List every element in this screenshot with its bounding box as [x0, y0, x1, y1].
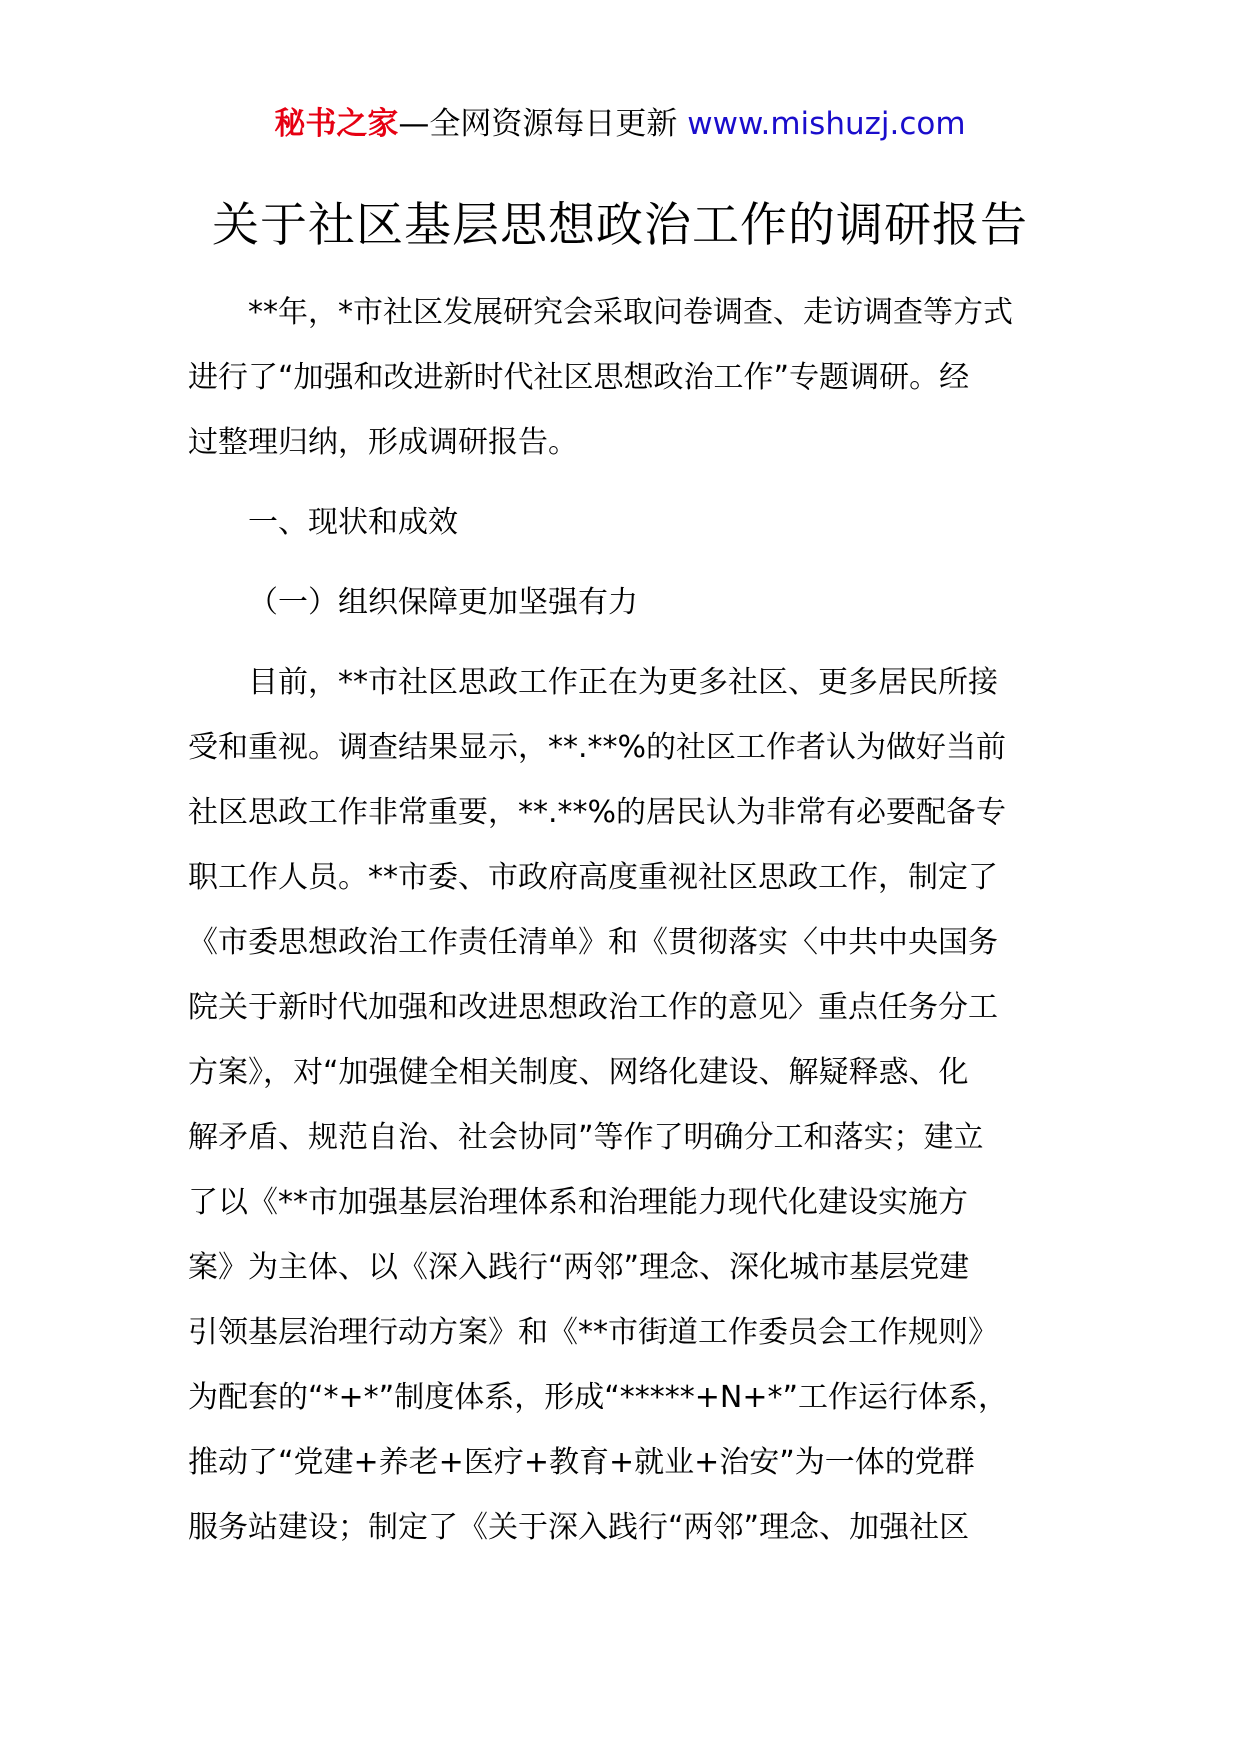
document-title: 关于社区基层思想政治工作的调研报告 [212, 198, 1028, 253]
body-line: 社区思政工作非常重要，**.**%的居民认为非常有必要配备专 [188, 795, 1007, 830]
body-line: 目前，**市社区思政工作正在为更多社区、更多居民所接 [248, 665, 998, 700]
brand-name: 秘书之家 [274, 106, 399, 142]
body-line: 解矛盾、规范自治、社会协同”等作了明确分工和落实；建立 [188, 1120, 984, 1155]
intro-line: 过整理归纳，形成调研报告。 [188, 425, 578, 460]
body-line: 引领基层治理行动方案》和《**市街道工作委员会工作规则》 [188, 1315, 998, 1350]
body-line: 服务站建设；制定了《关于深入践行“两邻”理念、加强社区 [188, 1510, 970, 1545]
document-body [188, 280, 1078, 1560]
body-line: 为配套的“*+*”制度体系，形成“*****+N+*”工作运行体系， [188, 1380, 1009, 1415]
section-heading: 一、现状和成效 [248, 505, 458, 540]
intro-line: 进行了“加强和改进新时代社区思想政治工作”专题调研。经 [188, 360, 970, 395]
header-slogan: —全网资源每日更新 [398, 106, 678, 142]
body-line: 案》为主体、以《深入践行“两邻”理念、深化城市基层党建 [188, 1250, 970, 1285]
header-banner [0, 104, 1240, 144]
subsection-heading: （一）组织保障更加坚强有力 [248, 585, 638, 620]
body-line: 受和重视。调查结果显示，**.**%的社区工作者认为做好当前 [188, 730, 1007, 765]
body-line: 职工作人员。**市委、市政府高度重视社区思政工作，制定了 [188, 860, 998, 895]
intro-line: **年，*市社区发展研究会采取问卷调查、走访调查等方式 [248, 295, 1013, 330]
body-line: 推动了“党建+养老+医疗+教育+就业+治安”为一体的党群 [188, 1445, 975, 1480]
body-line: 《市委思想政治工作责任清单》和《贯彻落实〈中共中央国务 [188, 925, 998, 960]
header-url-link[interactable]: www.mishuzj.com [687, 106, 966, 142]
body-line: 院关于新时代加强和改进思想政治工作的意见〉重点任务分工 [188, 990, 998, 1025]
body-line: 了以《**市加强基层治理体系和治理能力现代化建设实施方 [188, 1185, 968, 1220]
body-line: 方案》，对“加强健全相关制度、网络化建设、解疑释惑、化 [188, 1055, 969, 1090]
